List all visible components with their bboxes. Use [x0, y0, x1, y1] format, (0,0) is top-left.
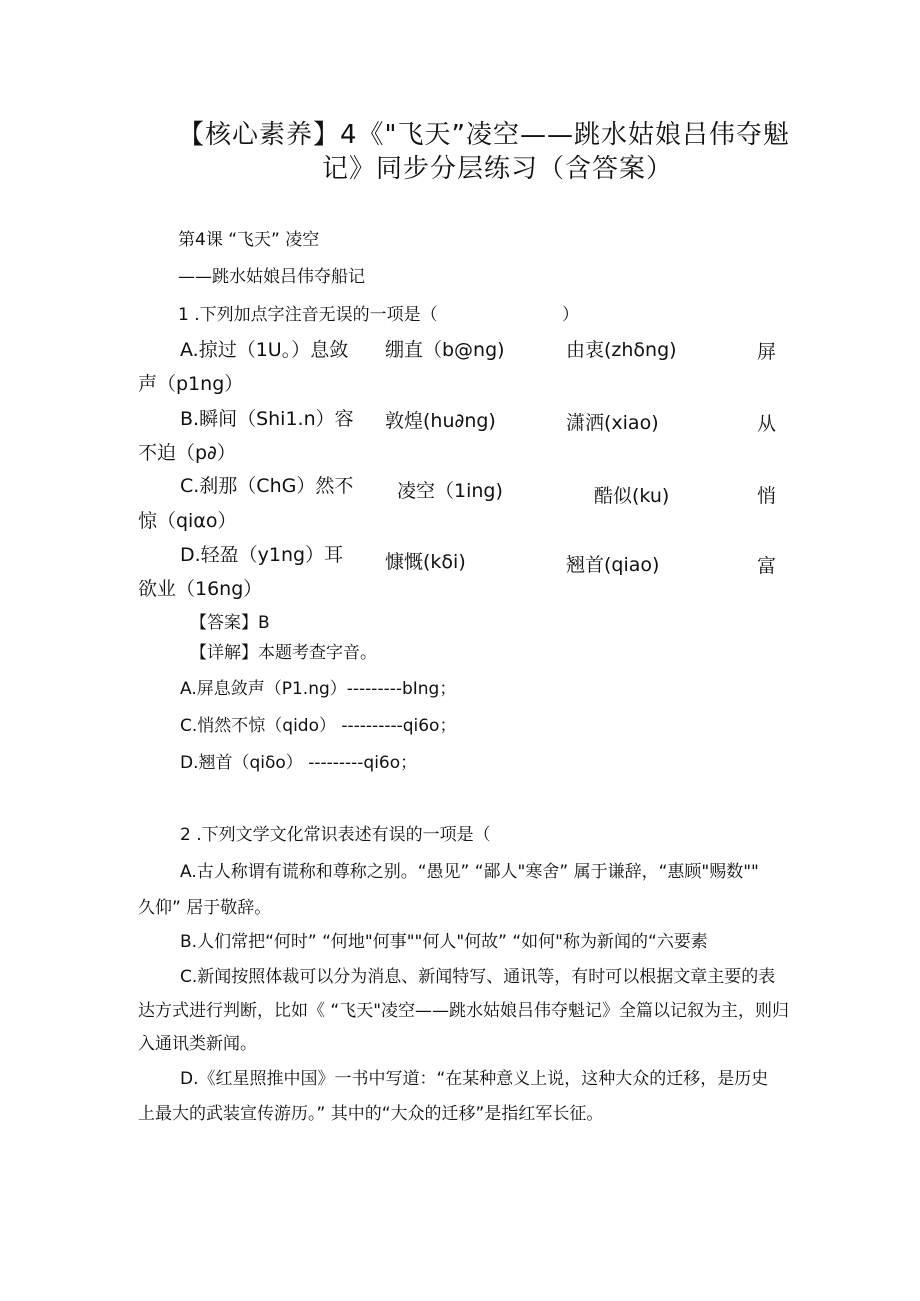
- q1-option-a-word2: 绷直（b@ng): [385, 339, 505, 361]
- q1-answer: 【答案】B: [190, 613, 270, 633]
- q1-option-a-word4: 屏: [757, 341, 777, 363]
- q1-option-c-word3: 酷似(ku): [594, 485, 670, 507]
- lesson-subtitle: ——跳水姑娘吕伟夺船记: [178, 267, 365, 287]
- q1-option-d-word4: 富: [757, 555, 777, 577]
- q1-option-a-text: A.掠过（1U。）息敛: [180, 339, 349, 361]
- q1-explain: 【详解】本题考查字音。: [190, 643, 377, 663]
- q1-option-b-text: B.瞬间（Shi1.n）容: [180, 408, 354, 430]
- q2-option-a-line2: 久仰” 居于敬辞。: [138, 898, 272, 918]
- q1-explain-line-d: D.翘首（qiδo） ---------qi6o；: [180, 753, 418, 773]
- q1-option-c-word4: 悄: [757, 485, 777, 507]
- q1-option-c-text: C.刹那（ChG）然不: [180, 475, 354, 497]
- q1-option-d-word3: 翘首(qiao): [566, 554, 660, 576]
- q2-stem: 2 .下列文学文化常识表述有误的一项是（: [180, 825, 491, 845]
- q2-option-d-line1: D.《红星照推中国》一书中写道：“在某种意义上说，这种大众的迁移，是历史: [180, 1069, 769, 1089]
- q1-option-c-wrap: 惊（qiαo）: [138, 510, 237, 532]
- q1-option-a-wrap: 声（p1ng）: [138, 373, 244, 395]
- q1-option-b-wrap: 不迫（p∂）: [138, 442, 236, 464]
- doc-title-line1: 【核心素养】4《"飞天”凌空——跳水姑娘吕伟夺魁: [178, 120, 790, 150]
- q2-option-d-line2: 上最大的武装宣传游历。” 其中的“大众的迁移”是指红军长征。: [138, 1104, 604, 1124]
- q1-stem-close: ）: [562, 305, 579, 325]
- q1-explain-line-a: A.屏息敛声（P1.ng）---------bIng；: [180, 679, 457, 699]
- q1-explain-line-c: C.悄然不惊（qido） ----------qi6o；: [180, 716, 457, 736]
- q1-option-b-word3: 潇洒(xiao): [566, 412, 659, 434]
- q2-option-a-line1: A.古人称谓有谎称和尊称之别。“愚见” “鄙人"寒舍” 属于谦辞，“惠顾"赐数"": [180, 862, 759, 882]
- q2-option-b-line1: B.人们常把“何时” “何地"何事""何人"何故” “如何"称为新闻的“六要素: [180, 932, 708, 952]
- q1-option-b-word4: 从: [757, 413, 777, 435]
- q1-option-b-word2: 敦煌(hu∂ng): [385, 410, 496, 432]
- q2-option-c-line3: 入通讯类新闻。: [138, 1034, 257, 1054]
- q1-stem: 1 .下列加点字注音无误的一项是（: [178, 305, 438, 325]
- q1-option-d-word2: 慷慨(kδi): [385, 551, 466, 573]
- lesson-heading: 第4课 “飞天” 凌空: [178, 230, 320, 250]
- q1-option-d-wrap: 欲业（16ng）: [138, 578, 263, 600]
- q2-option-c-line1: C.新闻按照体裁可以分为消息、新闻特写、通讯等，有时可以根据文章主要的表: [180, 967, 776, 987]
- q1-option-d-text: D.轻盈（y1ng）耳: [180, 544, 344, 566]
- doc-title-line2: 记》同步分层练习（含答案）: [322, 154, 674, 184]
- q1-option-c-word2: 凌空（1ing): [397, 480, 503, 502]
- q2-option-c-line2: 达方式进行判断，比如《 “飞天"凌空——跳水姑娘吕伟夺魁记》全篇以记叙为主，则归: [138, 1001, 790, 1021]
- q1-option-a-word3: 由衷(zhδng): [566, 339, 677, 361]
